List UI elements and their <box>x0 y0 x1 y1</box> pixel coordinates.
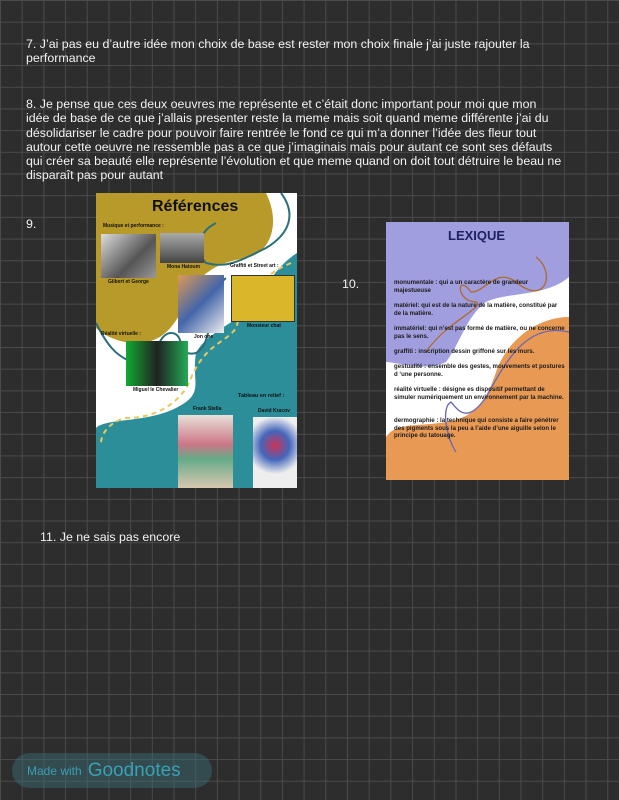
lexique-entry: dermographie : la technique qui consiste a faire pénétrer des pigments sous la peu a l’aide d’une aiguille selon le principe du tatouage. <box>394 417 559 440</box>
answer-8-line: 8. Je pense que ces deux oeuvres me représente et c’était donc important pour moi que mon <box>26 97 537 111</box>
answer-11: 11. Je ne sais pas encore <box>40 530 181 544</box>
caption-jon-one: Jon one <box>194 334 214 340</box>
section-music: Musique et performance : <box>103 223 164 229</box>
caption-frank-stella: Frank Stella <box>193 406 222 412</box>
answer-8-line: autour cette oeuvre ne ressemble pas a ce que j’imaginais mais pour autant ce sont ses défauts <box>26 139 553 154</box>
answer-10-label: 10. <box>342 277 360 291</box>
caption-david-kracov: David Kracov <box>258 408 290 414</box>
jon-one-photo <box>178 275 224 333</box>
answer-8-line: qui créer sa beauté elle représente l’évolution et que meme quand on doit tout détruire le beau ne <box>26 154 562 169</box>
goodnotes-logo: Goodnotes <box>87 759 181 781</box>
answer-8-line: désolidariser le cadre pour pouvoir faire rentrée le fond ce qui m’a donner l’idée des fleur tout <box>26 125 537 140</box>
monsieur-chat-photo <box>231 275 295 322</box>
miguel-chevalier-photo <box>126 341 188 386</box>
lexique-entry: graffiti : inscription dessin griffoné sur les murs. <box>394 348 535 355</box>
answer-8 <box>26 97 561 183</box>
caption-monsieur-chat: Monsieur chat <box>247 323 281 329</box>
section-relief: Tableau en relief : <box>238 393 285 399</box>
goodnotes-watermark <box>12 753 212 788</box>
answer-8-line: disparaît pas pour autant <box>26 168 164 183</box>
answer-7-line: performance <box>26 51 96 66</box>
lexique-entry: matériel: qui est de la nature de la matière, constitué par de la matière. <box>394 302 558 317</box>
gilbert-george-photo <box>101 234 156 278</box>
lexique-entry: gestualité : ensemble des gestes, mouvements et postures d ‘une personne. <box>394 363 565 378</box>
caption-mona-hatoum: Mona Hatoum <box>167 264 201 270</box>
answer-8-line: idée de base de ce que j’allais presenter reste la meme mais soit quand meme différente j’ai du <box>26 111 549 126</box>
caption-gilbert-george: Gilbert et George <box>108 279 149 285</box>
frank-stella-photo <box>178 415 233 488</box>
section-graffiti: Graffiti et Street art : <box>230 263 279 269</box>
lexique-poster <box>386 222 569 480</box>
references-poster <box>96 193 297 488</box>
david-kracov-photo <box>253 417 297 488</box>
made-with-label: Made with <box>27 763 82 778</box>
mona-hatoum-photo <box>160 233 204 263</box>
answer-7 <box>26 37 529 66</box>
lexique-entry: monumentale : qui a un caractère de grandeur majestueuse <box>394 279 529 294</box>
section-vr: Réalité virtuelle : <box>101 331 142 337</box>
lexique-title: LEXIQUE <box>448 228 506 243</box>
references-title: Références <box>152 198 239 215</box>
answer-9-label: 9. <box>26 217 37 231</box>
answer-7-line: 7. J’ai pas eu d’autre idée mon choix de base est rester mon choix finale j’ai juste rajouter la <box>26 37 530 51</box>
lexique-entry: réalité virtuelle : désigne es dispositif permettant de simuler numériquement un environnement par la machine. <box>394 386 564 401</box>
caption-miguel-chevalier: Miguel le Chevalier <box>133 387 179 393</box>
lexique-entry: immatériel: qui n’est pas formé de matière, ou ne concerne pas le sens. <box>394 325 565 340</box>
